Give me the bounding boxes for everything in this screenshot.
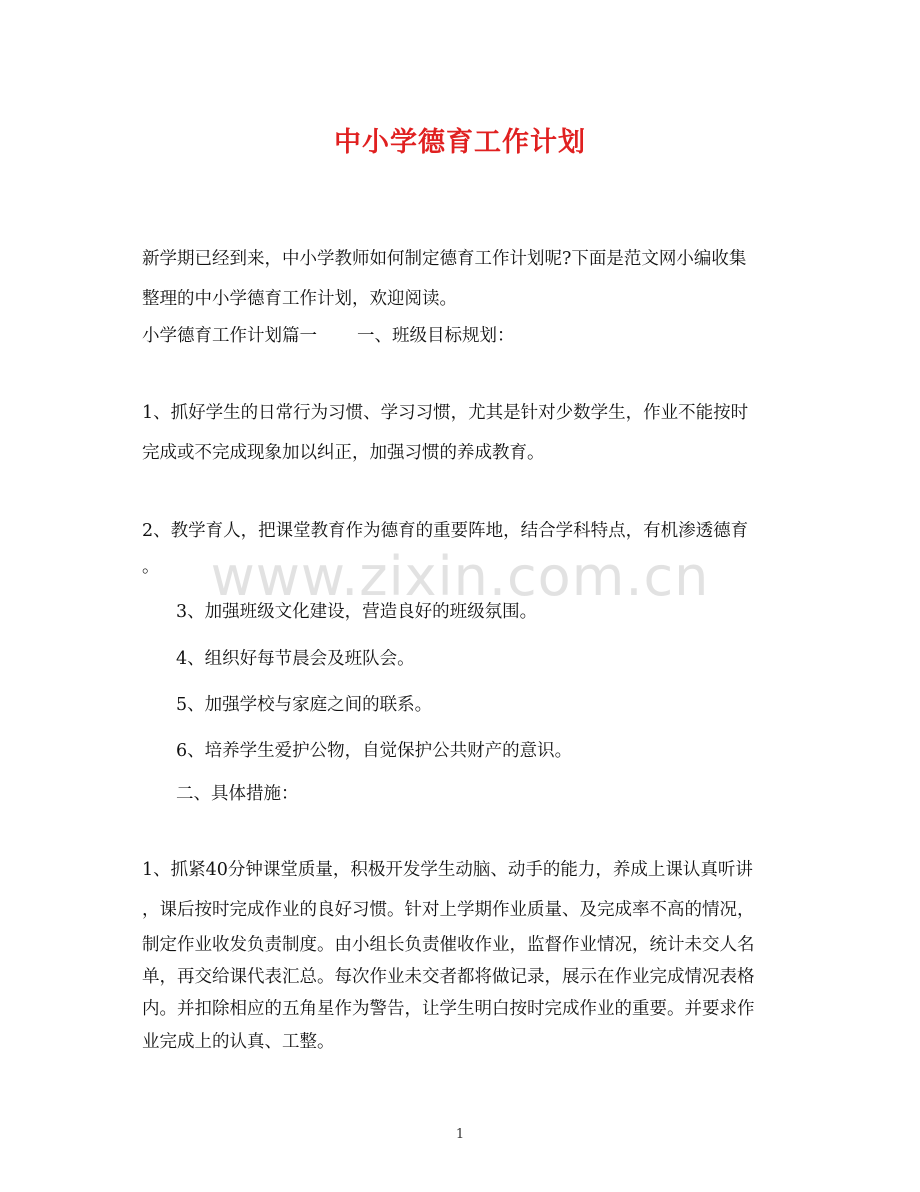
- page-number: 1: [455, 1127, 465, 1142]
- watermark: www.zixin.com.cn: [210, 545, 710, 608]
- paragraph-line: ，课后按时完成作业的良好习惯。针对上学期作业质量、及完成率不高的情况，: [142, 900, 755, 920]
- paragraph-line: 制定作业收发负责制度。由小组长负责催收作业，监督作业情况，统计未交人名: [142, 935, 755, 955]
- paragraph-line: 完成或不完成现象加以纠正，加强习惯的养成教育。: [142, 443, 545, 463]
- section-heading: 一、班级目标规划：: [357, 326, 515, 346]
- paragraph-line: 1、抓紧40分钟课堂质量，积极开发学生动脑、动手的能力，养成上课认真听讲: [142, 860, 753, 880]
- paragraph-line: 整理的中小学德育工作计划，欢迎阅读。: [142, 289, 457, 309]
- document-title: 中小学德育工作计划: [334, 127, 586, 158]
- paragraph-line: 2、教学育人，把课堂教育作为德育的重要阵地，结合学科特点，有机渗透德育: [142, 521, 749, 541]
- list-item: 3、加强班级文化建设，营造良好的班级氛围。: [176, 602, 538, 622]
- list-item: 5、加强学校与家庭之间的联系。: [176, 695, 433, 715]
- section-heading: 二、具体措施：: [176, 784, 299, 804]
- list-item: 6、培养学生爱护公物，自觉保护公共财产的意识。: [176, 741, 573, 761]
- paragraph-line: 业完成上的认真、工整。: [142, 1032, 335, 1052]
- paragraph-line: 内。并扣除相应的五角星作为警告，让学生明白按时完成作业的重要。并要求作: [142, 999, 755, 1019]
- paragraph-line: 1、抓好学生的日常行为习惯、学习习惯，尤其是针对少数学生，作业不能按时: [142, 403, 749, 423]
- section-label: 小学德育工作计划篇一: [142, 326, 317, 346]
- paragraph-line: 。: [142, 557, 160, 577]
- list-item: 4、组织好每节晨会及班队会。: [176, 649, 415, 669]
- paragraph-line: 新学期已经到来，中小学教师如何制定德育工作计划呢?下面是范文网小编收集: [142, 249, 747, 269]
- paragraph-line: 单，再交给课代表汇总。每次作业未交者都将做记录，展示在作业完成情况表格: [142, 967, 755, 987]
